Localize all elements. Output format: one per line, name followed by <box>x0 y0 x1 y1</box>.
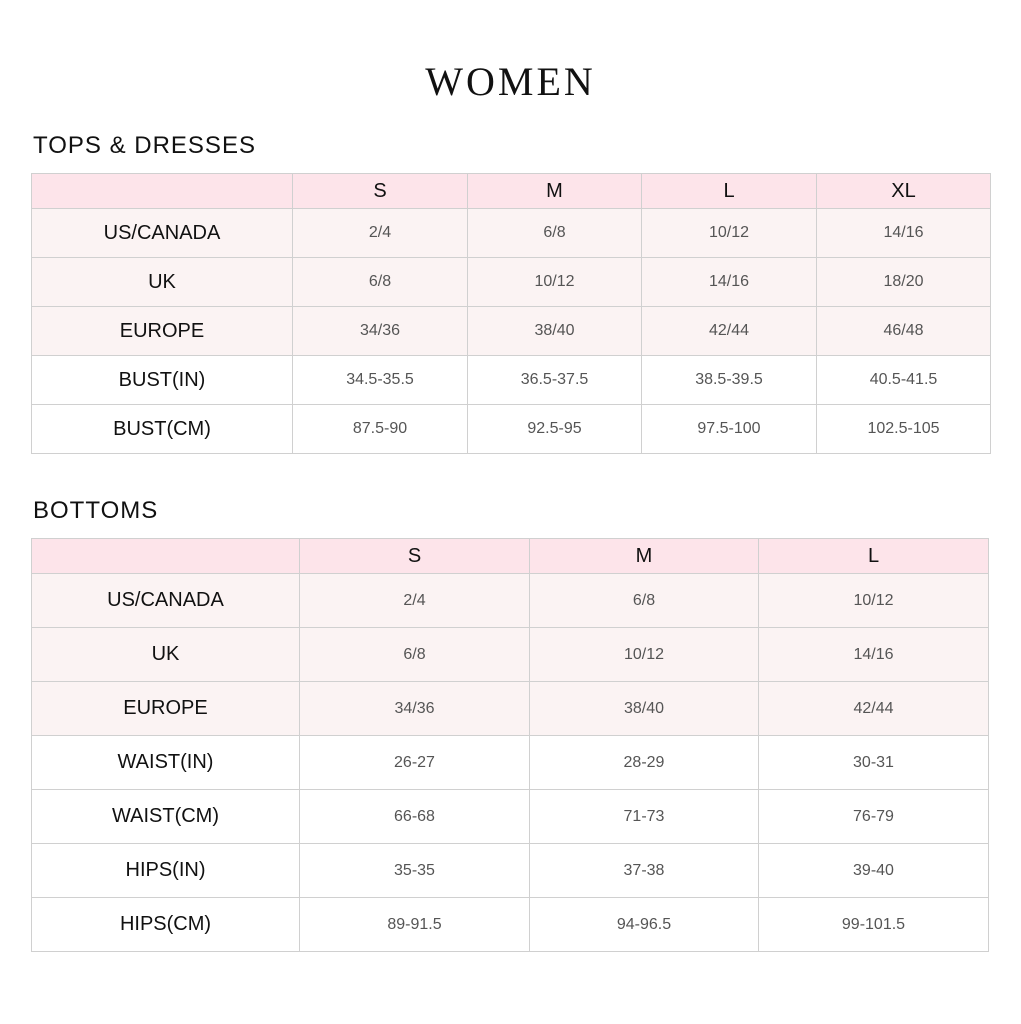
size-value-cell: 14/16 <box>817 209 991 258</box>
header-cell-size: S <box>300 539 530 574</box>
table-row <box>32 736 989 790</box>
size-value-cell: 26-27 <box>300 736 530 790</box>
size-value-cell: 92.5-95 <box>468 405 642 454</box>
size-value-cell: 6/8 <box>293 258 468 307</box>
size-value-cell: 42/44 <box>759 682 989 736</box>
row-label: HIPS(IN) <box>32 844 300 898</box>
size-value-cell: 36.5-37.5 <box>468 356 642 405</box>
row-label: EUROPE <box>32 307 293 356</box>
size-value-cell: 34.5-35.5 <box>293 356 468 405</box>
page-title: WOMEN <box>425 59 596 104</box>
size-value-cell: 14/16 <box>759 628 989 682</box>
size-value-cell: 97.5-100 <box>642 405 817 454</box>
table-header-row <box>32 539 989 574</box>
table-row <box>32 844 989 898</box>
size-value-cell: 39-40 <box>759 844 989 898</box>
size-value-cell: 6/8 <box>530 574 759 628</box>
row-label: BUST(IN) <box>32 356 293 405</box>
bottoms-size-table <box>31 538 989 952</box>
table-row <box>32 258 991 307</box>
header-cell-empty <box>32 539 300 574</box>
size-value-cell: 10/12 <box>759 574 989 628</box>
header-cell-size: M <box>530 539 759 574</box>
header-cell-size: XL <box>817 174 991 209</box>
size-value-cell: 2/4 <box>300 574 530 628</box>
table-row <box>32 790 989 844</box>
size-value-cell: 76-79 <box>759 790 989 844</box>
size-value-cell: 46/48 <box>817 307 991 356</box>
size-value-cell: 2/4 <box>293 209 468 258</box>
table-row <box>32 209 991 258</box>
row-label: EUROPE <box>32 682 300 736</box>
row-label: UK <box>32 628 300 682</box>
table-row <box>32 682 989 736</box>
header-cell-size: M <box>468 174 642 209</box>
size-value-cell: 102.5-105 <box>817 405 991 454</box>
size-value-cell: 87.5-90 <box>293 405 468 454</box>
header-cell-size: S <box>293 174 468 209</box>
table-row <box>32 405 991 454</box>
header-cell-size: L <box>642 174 817 209</box>
row-label: WAIST(IN) <box>32 736 300 790</box>
size-value-cell: 6/8 <box>468 209 642 258</box>
size-value-cell: 71-73 <box>530 790 759 844</box>
row-label: BUST(CM) <box>32 405 293 454</box>
size-value-cell: 14/16 <box>642 258 817 307</box>
size-value-cell: 38/40 <box>530 682 759 736</box>
row-label: HIPS(CM) <box>32 898 300 952</box>
row-label: UK <box>32 258 293 307</box>
header-cell-empty <box>32 174 293 209</box>
tops-section-title: TOPS & DRESSES <box>33 132 256 159</box>
size-value-cell: 37-38 <box>530 844 759 898</box>
header-cell-size: L <box>759 539 989 574</box>
size-value-cell: 6/8 <box>300 628 530 682</box>
table-row <box>32 628 989 682</box>
size-value-cell: 38/40 <box>468 307 642 356</box>
size-value-cell: 38.5-39.5 <box>642 356 817 405</box>
size-value-cell: 34/36 <box>300 682 530 736</box>
row-label: WAIST(CM) <box>32 790 300 844</box>
row-label: US/CANADA <box>32 574 300 628</box>
size-value-cell: 89-91.5 <box>300 898 530 952</box>
tops-size-table <box>31 173 991 454</box>
table-row <box>32 356 991 405</box>
row-label: US/CANADA <box>32 209 293 258</box>
size-value-cell: 66-68 <box>300 790 530 844</box>
size-value-cell: 42/44 <box>642 307 817 356</box>
size-value-cell: 35-35 <box>300 844 530 898</box>
size-value-cell: 99-101.5 <box>759 898 989 952</box>
table-row <box>32 307 991 356</box>
table-header-row <box>32 174 991 209</box>
size-value-cell: 18/20 <box>817 258 991 307</box>
size-value-cell: 30-31 <box>759 736 989 790</box>
size-value-cell: 10/12 <box>468 258 642 307</box>
size-value-cell: 94-96.5 <box>530 898 759 952</box>
size-value-cell: 28-29 <box>530 736 759 790</box>
table-row <box>32 898 989 952</box>
size-value-cell: 34/36 <box>293 307 468 356</box>
size-value-cell: 40.5-41.5 <box>817 356 991 405</box>
table-row <box>32 574 989 628</box>
size-value-cell: 10/12 <box>530 628 759 682</box>
bottoms-section-title: BOTTOMS <box>33 497 159 524</box>
size-value-cell: 10/12 <box>642 209 817 258</box>
